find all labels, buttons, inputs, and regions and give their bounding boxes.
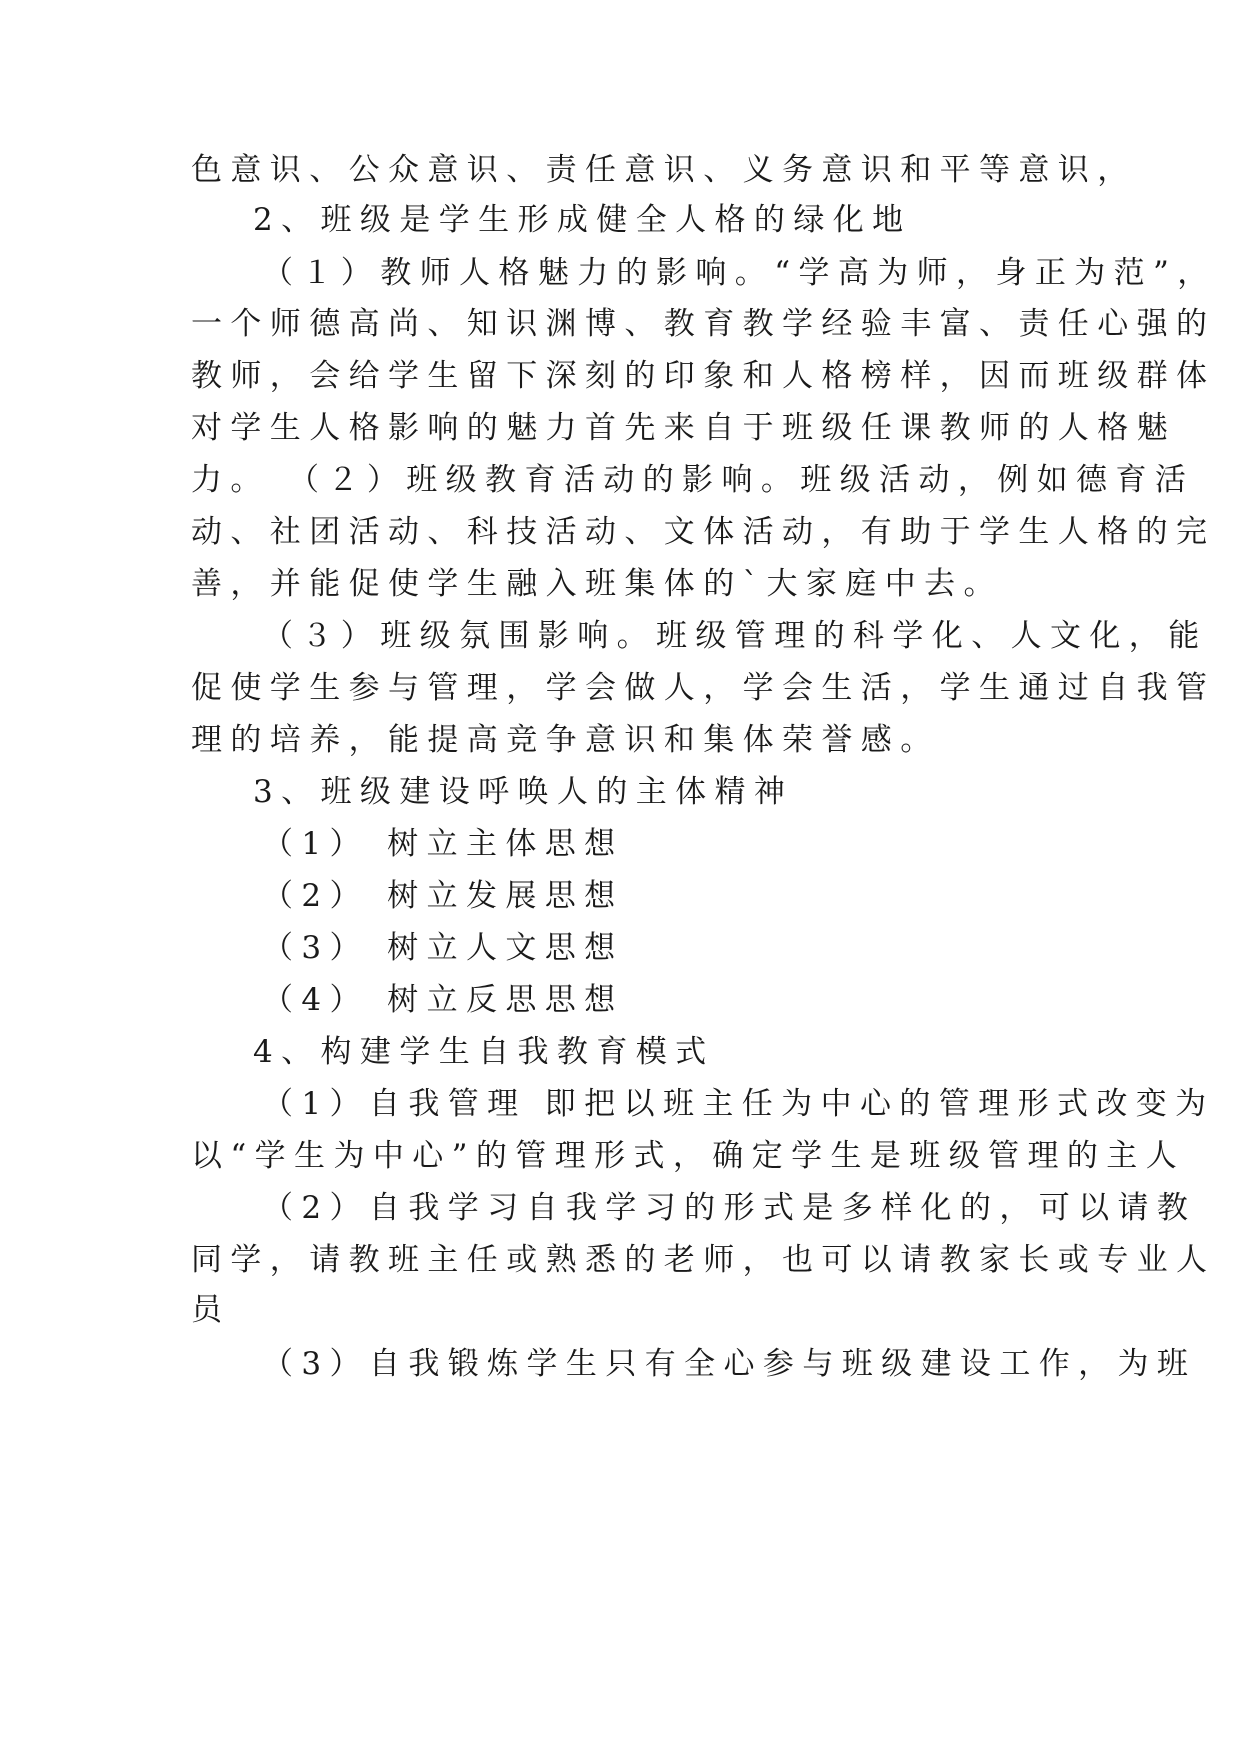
text-line: 一个师德高尚、知识渊博、教育教学经验丰富、责任心强的 — [191, 306, 1216, 342]
list-item: （1） 树立主体思想 — [262, 826, 624, 862]
list-item: （4） 树立反思思想 — [262, 982, 624, 1018]
text-line: 动、社团活动、科技活动、文体活动，有助于学生人格的完 — [191, 514, 1216, 550]
text-line: 力。 （２）班级教育活动的影响。班级活动，例如德育活 — [191, 462, 1195, 498]
section-heading: 2、班级是学生形成健全人格的绿化地 — [253, 202, 912, 238]
text-line: 色意识、公众意识、责任意识、义务意识和平等意识， — [191, 152, 1137, 188]
text-line: （3）自我锻炼学生只有全心参与班级建设工作，为班 — [262, 1346, 1197, 1382]
text-line: 同学，请教班主任或熟悉的老师，也可以请教家长或专业人 — [191, 1242, 1216, 1278]
list-item: （2） 树立发展思想 — [262, 878, 624, 914]
section-heading: 3、班级建设呼唤人的主体精神 — [253, 774, 794, 810]
text-line: （1）自我管理 即把以班主任为中心的管理形式改变为 — [262, 1086, 1215, 1122]
text-line: 促使学生参与管理，学会做人，学会生活，学生通过自我管 — [191, 670, 1216, 706]
text-line: 理的培养，能提高竞争意识和集体荣誉感。 — [191, 722, 940, 758]
text-line: 教师，会给学生留下深刻的印象和人格榜样，因而班级群体 — [191, 358, 1216, 394]
text-line: 善，并能促使学生融入班集体的`大家庭中去。 — [191, 566, 1003, 602]
text-line: 员 — [191, 1292, 231, 1328]
text-line: （2）自我学习自我学习的形式是多样化的，可以请教 — [262, 1190, 1197, 1226]
section-heading: 4、构建学生自我教育模式 — [253, 1034, 715, 1070]
text-line: 以“学生为中心”的管理形式，确定学生是班级管理的主人 — [191, 1138, 1186, 1174]
text-line: 对学生人格影响的魅力首先来自于班级任课教师的人格魅 — [191, 410, 1176, 446]
text-line: （１）教师人格魅力的影响。“学高为师，身正为范”， — [262, 255, 1217, 291]
text-line: （３）班级氛围影响。班级管理的科学化、人文化，能 — [262, 618, 1208, 654]
list-item: （3） 树立人文思想 — [262, 930, 624, 966]
